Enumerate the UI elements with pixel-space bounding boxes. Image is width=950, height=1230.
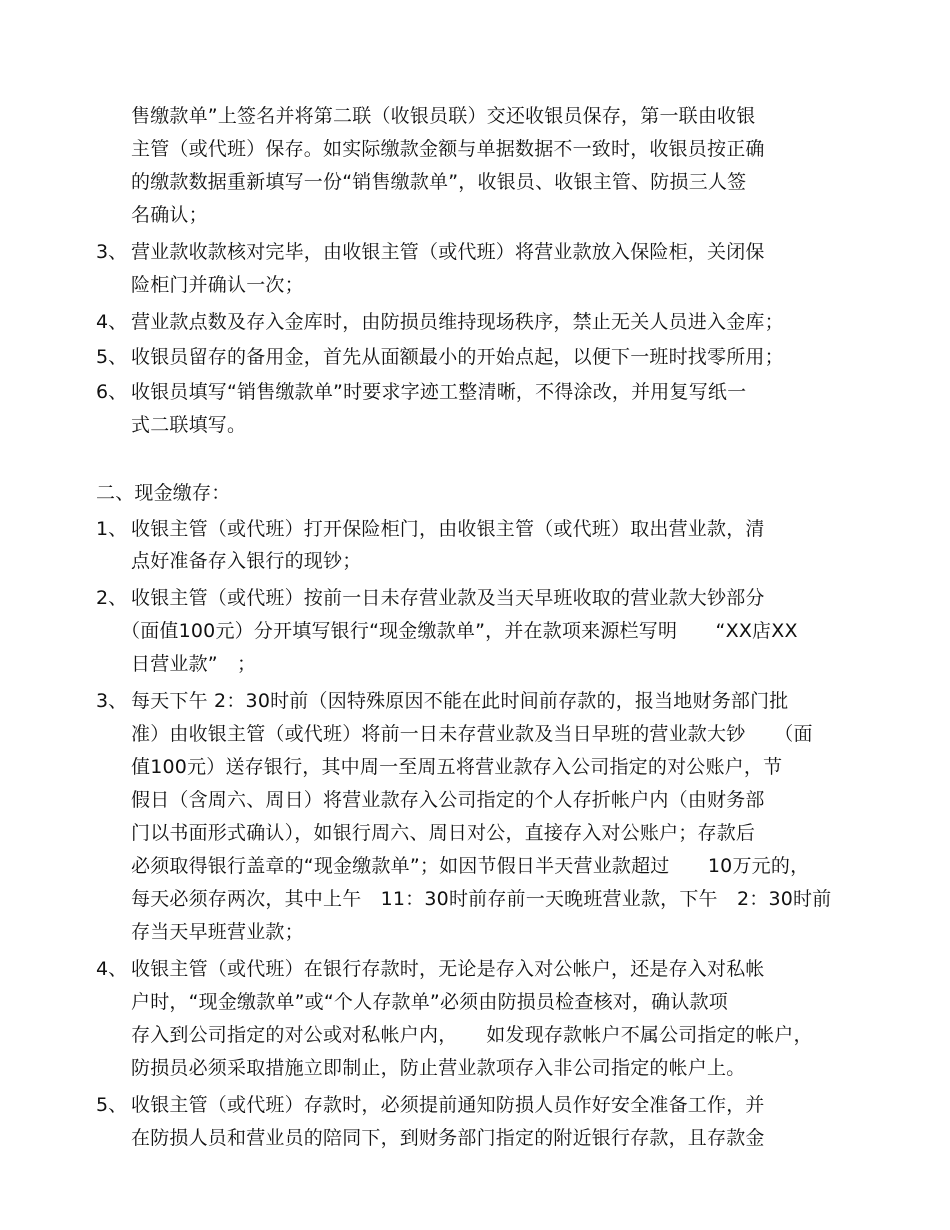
list-item-number: 4、: [96, 311, 128, 333]
list-item-number: 3、: [96, 241, 128, 263]
list-item-line: 收银主管（或代班）存款时，必须提前通知防损人员作好安全准备工作，并: [131, 1094, 765, 1116]
list-item-line: 式二联填写。: [131, 414, 247, 436]
list-item-number: 5、: [96, 1094, 128, 1116]
list-item-line: 每天必须存两次，其中上午 11：30时前存前一天晚班营业款，下午 2：30时前: [131, 888, 832, 910]
list-item-line: 收银主管（或代班）按前一日未存营业款及当天早班收取的营业款大钞部分: [131, 587, 765, 609]
list-item-line: 收银主管（或代班）在银行存款时，无论是存入对公帐户，还是存入对私帐: [131, 958, 765, 980]
list-item-number: 6、: [96, 381, 128, 403]
paragraph-line: 名确认；: [131, 204, 208, 226]
list-item-line: 存当天早班营业款；: [131, 921, 304, 943]
list-item-line: 日营业款” ；: [131, 653, 257, 675]
section-heading: 二、现金缴存：: [96, 482, 231, 504]
list-item-line: 门以书面形式确认），如银行周六、周日对公，直接存入对公账户；存款后: [131, 822, 756, 844]
list-item-number: 4、: [96, 958, 128, 980]
list-item-line: 假日（含周六、周日）将营业款存入公司指定的个人存折帐户内（由财务部: [131, 789, 765, 811]
list-item-line: 收银员留存的备用金，首先从面额最小的开始点起，以便下一班时找零所用；: [131, 346, 784, 368]
list-item-line: 必须取得银行盖章的“现金缴款单”；如因节假日半天营业款超过 10万元的，: [131, 855, 810, 877]
list-item-line: （面值100元）分开填写银行“现金缴款单”，并在款项来源栏写明 “XX店XX: [121, 620, 798, 642]
list-item-number: 1、: [96, 518, 128, 540]
list-item-line: 户时，“现金缴款单”或“个人存款单”必须由防损员检查核对，确认款项: [131, 991, 728, 1013]
list-item-line: 收银员填写“销售缴款单”时要求字迹工整清晰，不得涂改，并用复写纸一: [131, 381, 747, 403]
list-item-number: 3、: [96, 690, 128, 712]
list-item-line: 营业款收款核对完毕，由收银主管（或代班）将营业款放入保险柜，关闭保: [131, 241, 765, 263]
list-item-line: 险柜门并确认一次；: [131, 274, 304, 296]
list-item-line: 在防损人员和营业员的陪同下，到财务部门指定的附近银行存款，且存款金: [131, 1127, 765, 1149]
list-item-number: 2、: [96, 587, 128, 609]
list-item-line: 收银主管（或代班）打开保险柜门，由收银主管（或代班）取出营业款，清: [131, 518, 765, 540]
list-item-line: 存入到公司指定的对公或对私帐户内， 如发现存款帐户不属公司指定的帐户，: [131, 1024, 813, 1046]
list-item-line: 营业款点数及存入金库时，由防损员维持现场秩序，禁止无关人员进入金库；: [131, 311, 784, 333]
paragraph-line: 的缴款数据重新填写一份“销售缴款单”，收银员、收银主管、防损三人签: [131, 171, 747, 193]
list-item-line: 每天下午 2：30时前（因特殊原因不能在此时间前存款的，报当地财务部门批: [131, 690, 789, 712]
list-item-line: 防损员必须采取措施立即制止，防止营业款项存入非公司指定的帐户上。: [131, 1057, 746, 1079]
list-item-number: 5、: [96, 346, 128, 368]
paragraph-line: 主管（或代班）保存。如实际缴款金额与单据数据不一致时，收银员按正确: [131, 138, 765, 160]
list-item-line: 准）由收银主管（或代班）将前一日未存营业款及当日早班的营业款大钞 （面: [131, 723, 813, 745]
list-item-line: 点好准备存入银行的现钞；: [131, 550, 362, 572]
list-item-line: 值100元）送存银行，其中周一至周五将营业款存入公司指定的对公账户，节: [131, 756, 783, 778]
paragraph-line: 售缴款单”上签名并将第二联（收银员联）交还收银员保存，第一联由收银: [131, 105, 756, 127]
